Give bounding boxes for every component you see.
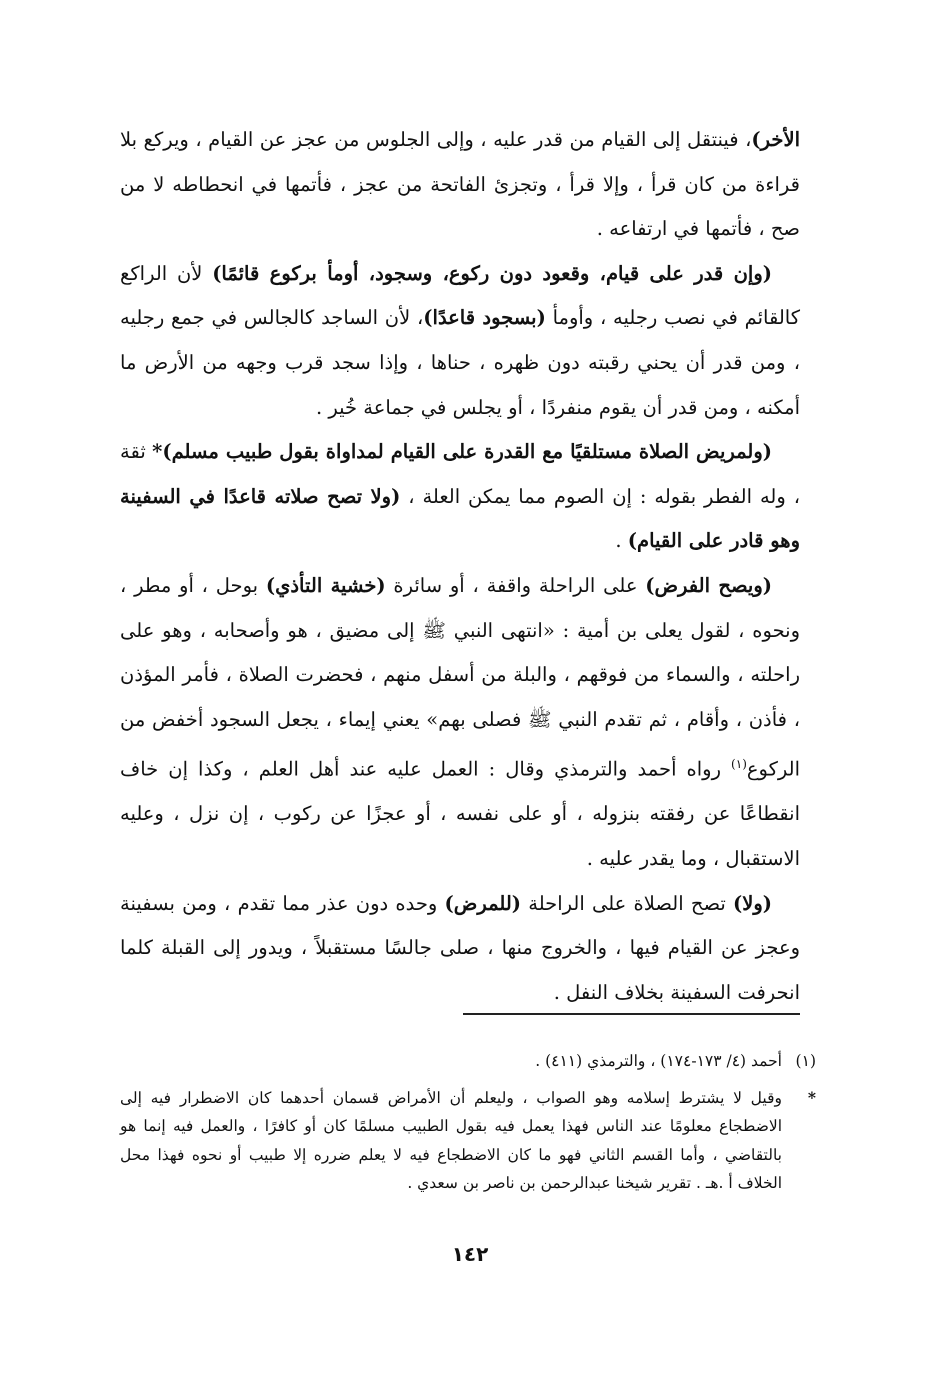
footnote-separator <box>463 1013 800 1015</box>
bold-term: الأخر) <box>751 128 800 151</box>
paragraph-text: ، فينتقل إلى القيام من قدر عليه ، وإلى الجلوس من عجز عن القيام ، ويركع بلا قراءة من كان قرأ ، وإلا قرأ ، وتجزئ الفاتحة من عجز ، فأتمها في انحطاطه لا من صح ، فأتمها في ارتفاعه . <box>120 128 800 241</box>
bold-term: (بسجود قاعدًا) <box>423 306 546 330</box>
main-text <box>120 118 800 1015</box>
footnote-text: أحمد (٤/ ١٧٣-١٧٤) ، والترمذي (٤١١) . <box>535 1052 782 1070</box>
bold-term: (خشية التأذي) <box>265 573 386 597</box>
footnote-text: وقيل لا يشترط إسلامه وهو الصواب ، وليعلم أن الأمراض قسمان أحدهما كان الاضطرار فيه إلى الاضطجاع معلومًا عند الناس فهذا يعمل فيه بقول الطبيب مسلمًا كان أو كافرًا ، والعمل فيه إنما هو بالتقاضي ، وأما القسم الثاني فهو ما كان الاضطجاع فيه لا يعلم ضرره إلا طبيب أو نحوه فهذا محل الخلاف أ .هـ . تقرير شيخنا عبدالرحمن بن ناصر بن سعدي . <box>120 1088 782 1192</box>
paragraph-text: لأن الراكع كالقائم في نصب رجليه ، وأومأ <box>120 261 800 330</box>
paragraph-text: رواه أحمد والترمذي وقال : العمل عليه عند أهل العلم ، وكذا إن خاف انقطاعًا عن رفقته بنزوله ، أو على نفسه ، أو عجزًا عن ركوب ، إن نزل ، وعليه الاستقبال ، وما يقدر عليه . <box>120 757 800 870</box>
bold-term: (ويصح الفرض) <box>645 573 772 597</box>
paragraph-text: . <box>615 529 628 553</box>
bold-term: (ولمريض الصلاة مستلقيًا مع القدرة على القيام لمداواة بقول طبيب مسلم)* <box>152 440 772 464</box>
paragraph-2 <box>120 252 800 430</box>
footnote-marker: (١) <box>795 1052 816 1070</box>
paragraph-3 <box>120 430 800 564</box>
bold-term: (ولا) <box>733 891 772 915</box>
page-number: ١٤٢ <box>451 1242 489 1266</box>
bold-term: (وإن قدر على قيام، وقعود دون ركوع، وسجود، أومأ بركوع قائمًا) <box>212 261 772 285</box>
footnote-1 <box>120 1047 816 1076</box>
footnote-marker: * <box>807 1087 816 1107</box>
paragraph-text: على الراحلة واقفة ، أو سائرة <box>385 573 646 597</box>
paragraph-5 <box>120 882 800 1016</box>
paragraph-text: ، لأن الساجد كالجالس في جمع رجليه ، ومن قدر أن يحني رقبته دون ظهره ، حناها ، وإذا سجد قرب وجهه من الأرض ما أمكنه ، ومن قدر أن يقوم منفردًا ، أو يجلس في جماعة خُير . <box>120 306 800 419</box>
paragraph-4 <box>120 564 800 882</box>
paragraph-1 <box>120 118 800 252</box>
paragraph-text: بوحل ، أو مطر ، ونحوه ، لقول يعلى بن أمية : «انتهى النبي ﷺ إلى مضيق ، هو وأصحابه ، وهو على راحلته ، والسماء من فوقهم ، والبلة من أسفل منهم ، فحضرت الصلاة ، فأمر المؤذن ، فأذن ، وأقام ، ثم تقدم النبي ﷺ فصلى بهم» يعني إيماء ، يجعل السجود أخفض من الركوع <box>120 573 800 781</box>
footnote-reference[interactable]: (١) <box>731 757 747 772</box>
footnote-2 <box>120 1084 816 1198</box>
bold-term: (للمرض) <box>444 891 522 915</box>
paragraph-text: تصح الصلاة على الراحلة <box>521 891 733 915</box>
paragraph-text: وحده دون عذر مما تقدم ، ومن بسفينة وعجز عن القيام فيها ، والخروج منها ، صلى جالسًا مستقبلاً ، ويدور إلى القبلة كلما انحرفت السفينة بخلاف النفل . <box>120 891 800 1004</box>
footnotes <box>120 1047 816 1206</box>
paragraph-text: ثقة ، وله الفطر بقوله : إن الصوم مما يمكن العلة ، <box>120 440 800 508</box>
bold-term: (ولا تصح صلاته قاعدًا في السفينة وهو قادر على القيام) <box>120 484 800 553</box>
